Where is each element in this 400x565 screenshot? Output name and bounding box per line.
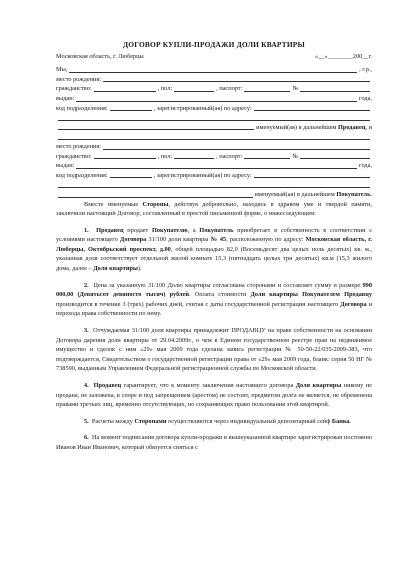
place-text: Московская область, г. Люберцы [56, 52, 144, 60]
blank-line [174, 157, 214, 159]
blank-row [56, 113, 372, 123]
blank-line [58, 138, 370, 140]
blank-line [254, 176, 370, 178]
blank-line [76, 167, 357, 169]
date-text: «__»________200__г. [315, 52, 372, 60]
intro-paragraph: Вместе именуемые Стороны, действуя добровольно, находясь в здравом уме и твердой памяти, заключили настоящий Договор, составленный в простой письменной форме, о нижеследующем: [56, 200, 372, 218]
buyer-issued-line: выдан: года, [56, 162, 372, 170]
clause-5: 5. Расчеты между Сторонами осуществляются через индивидуальный депозитарный сейф Банка. [84, 417, 352, 425]
buyer-address-line: код подразделения: , зарегистрированный(ая) по адресу: [56, 171, 372, 181]
seller-address-line: код подразделения: , зарегистрированный(ая) по адресу: [56, 104, 372, 114]
seller-name-line: Мы, , г.р., [56, 66, 372, 74]
blank-line [58, 196, 253, 198]
blank-line [94, 157, 156, 159]
blank-line [94, 90, 156, 92]
blank-line [244, 157, 290, 159]
blank-line [110, 176, 152, 178]
buyer-birthplace-line: место рождения: [56, 142, 372, 152]
blank-line [244, 90, 290, 92]
buyer-role: Покупатель [336, 190, 371, 198]
blank-row [56, 180, 372, 190]
blank-line [174, 90, 214, 92]
clause-3: 3. Отчуждаемая 31/100 доля квартиры принадлежит ПРОДАВЦУ на праве собственности на основании Договора дарения доли квартиры от 29.04.2009г., о чем в Едином государственном реестре прав на недвижимое имущество и сделок с ним «29» мая 2009 года сделана запись регистрации № 50-50-22/035/2009-383, что подтверждается, Свидетельством о государственной регистрации права от «29» мая 2009 года, бланк: серия 50 НГ № 738590, выданным Управлением Федеральной регистрационной службы по Московской области. [56, 327, 372, 373]
buyer-role-line: именуемый(ая) в дальнейшем Покупатель . [56, 190, 372, 200]
blank-line [300, 90, 370, 92]
blank-line [58, 119, 370, 121]
seller-role-line: именуемый(ая) в дальнейшем Продавец , и [56, 123, 372, 133]
place-date-line [56, 52, 372, 62]
clause-2: 2. Цена за указанную 31/100 Долю квартиры согласована сторонами и составляет сумму в размере 990 000,00 (Девятьсот девяносто тысяч) рублей. Оплата стоимости Доли квартиры Покупателем Продавцу производится в течение 3 (трех) рабочих дней, считая с даты государственной регистрации настоящего Договора и перехода права собственности по нему. [56, 281, 372, 318]
clause-6: 6. На момент подписания договора купли-продажи в вышеуказанной квартире зарегистрирован постоянно Иванов Иван Иванович, который обязуется сняться с [56, 434, 372, 451]
blank-line [58, 128, 254, 130]
blank-line [76, 100, 357, 102]
blank-line [300, 157, 370, 159]
seller-issued-line: выдан: года, [56, 94, 372, 102]
blank-line [69, 71, 357, 73]
blank-line [254, 109, 370, 111]
seller-birthplace-line: место рождения: [56, 75, 372, 85]
seller-passport-line: гражданство: , пол: , паспорт: № [56, 84, 372, 94]
blank-line [110, 109, 152, 111]
document-title: ДОГОВОР КУПЛИ-ПРОДАЖИ ДОЛИ КВАРТИРЫ [123, 40, 305, 49]
buyer-passport-line: гражданство: , пол: , паспорт: № [56, 152, 372, 162]
seller-role: Продавец [337, 123, 366, 131]
blank-line [103, 148, 370, 150]
blank-line [58, 186, 370, 188]
blank-line [103, 80, 370, 82]
clause-4: 4. Продавец гарантирует, что к моменту заключения настоящего договора Доля квартиры никому не продана, не заложена, в споре и под запрещением (арестом) не состоит, предметом долга не является, не обременена правами третьих лиц, временно отсутствующих, но сохраняющих право пользования этой квартирой. [56, 382, 372, 409]
blank-row [56, 132, 372, 142]
clause-1: 1. Продавец продает Покупателю, а Покупатель приобретает в собственность в соответствии с условиями настоящего Договора 31/100 доли квартиры № 45, расположенную по адресу: Московская область, г. Люберцы, Октябрьский проспект, д.00, общей площадью 82,0 (Восемьдесят два целых ноль десятых) кв. м., указанная доля соответствует отдельной жилой комнате 15,3 (пятнадцать целых три десятых) кв.м (15,3 жилого дома, далее – Доля квартиры). [56, 226, 372, 273]
